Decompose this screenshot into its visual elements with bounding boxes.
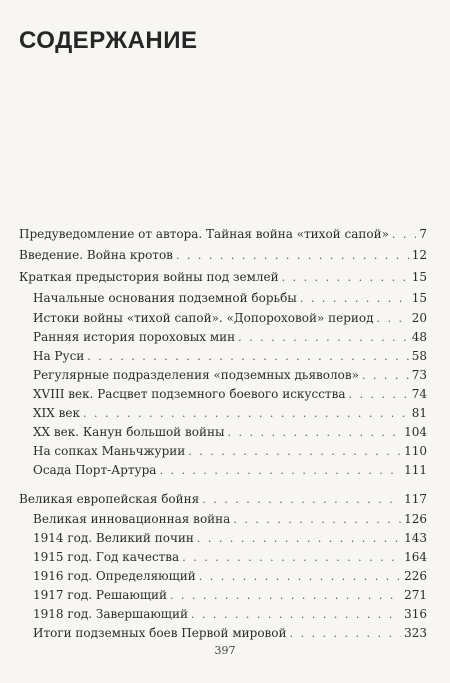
toc-entry-label: Осада Порт-Артура bbox=[33, 463, 157, 477]
toc-entry-page: 15 bbox=[411, 291, 427, 305]
toc-entry-page: 58 bbox=[411, 349, 427, 363]
toc-entry-label: XIX век bbox=[33, 406, 80, 420]
toc-entry-label: 1918 год. Завершающий bbox=[33, 607, 188, 621]
toc-entry-page: 15 bbox=[411, 270, 427, 284]
dot-leader bbox=[182, 551, 401, 565]
dot-leader bbox=[87, 350, 408, 364]
toc-entry-label: Начальные основания подземной борьбы bbox=[33, 291, 297, 305]
toc-entry-label: Истоки войны «тихой сапой». «Допороховой» период bbox=[33, 311, 374, 325]
toc-entry-label: Ранняя история пороховых мин bbox=[33, 330, 236, 344]
dot-leader bbox=[238, 331, 409, 345]
toc-entry-port-arthur[interactable] bbox=[33, 463, 427, 478]
dot-leader bbox=[199, 570, 401, 584]
toc-entry-label: Великая европейская бойня bbox=[19, 492, 200, 506]
toc-entry-rus[interactable] bbox=[33, 349, 427, 364]
toc-entry-page: 110 bbox=[404, 444, 427, 458]
toc-entry-page: 12 bbox=[411, 248, 427, 262]
toc-entry-label: Итоги подземных боев Первой мировой bbox=[33, 626, 287, 640]
dot-leader bbox=[197, 532, 401, 546]
toc-entry-initial-foundations[interactable] bbox=[33, 291, 427, 306]
toc-entry-label: Краткая предыстория войны под землей bbox=[19, 270, 279, 284]
dot-leader bbox=[188, 445, 401, 459]
dot-leader bbox=[377, 312, 409, 326]
toc-entry-innovation-war[interactable] bbox=[33, 512, 427, 527]
toc-entry-1914[interactable] bbox=[33, 531, 427, 546]
toc-entry-label: Великая инновационная война bbox=[33, 512, 231, 526]
toc-entry-foreword[interactable] bbox=[19, 227, 427, 242]
dot-leader bbox=[233, 513, 401, 527]
toc-entry-page: 104 bbox=[404, 425, 427, 439]
toc-entry-introduction[interactable] bbox=[19, 248, 427, 263]
toc-entry-label: 1914 год. Великий почин bbox=[33, 531, 194, 545]
toc-entry-page: 316 bbox=[404, 607, 427, 621]
dot-leader bbox=[170, 589, 401, 603]
dot-leader bbox=[228, 426, 402, 440]
toc-entry-label: На сопках Маньчжурии bbox=[33, 444, 186, 458]
dot-leader bbox=[159, 464, 401, 478]
toc-entry-label: Регулярные подразделения «подземных дьяволов» bbox=[33, 368, 359, 382]
toc-entry-1916[interactable] bbox=[33, 569, 427, 584]
dot-leader bbox=[300, 292, 409, 306]
toc-entry-label: 1915 год. Год качества bbox=[33, 550, 180, 564]
toc-entry-19th-century[interactable] bbox=[33, 406, 427, 421]
toc-entry-1917[interactable] bbox=[33, 588, 427, 603]
toc-entry-page: 143 bbox=[404, 531, 427, 545]
toc-entry-1918[interactable] bbox=[33, 607, 427, 622]
toc-entry-1915[interactable] bbox=[33, 550, 427, 565]
toc-entry-page: 117 bbox=[404, 492, 427, 506]
toc-entry-page: 164 bbox=[404, 550, 427, 564]
toc-entry-label: XX век. Канун большой войны bbox=[33, 425, 225, 439]
toc-entry-page: 111 bbox=[404, 463, 427, 477]
toc-entry-manchuria[interactable] bbox=[33, 444, 427, 459]
dot-leader bbox=[290, 627, 402, 641]
toc-entry-20th-century[interactable] bbox=[33, 425, 427, 440]
dot-leader bbox=[191, 608, 401, 622]
toc-entry-page: 48 bbox=[411, 330, 427, 344]
toc-entry-page: 7 bbox=[419, 227, 427, 241]
dot-leader bbox=[83, 407, 409, 421]
toc-entry-page: 81 bbox=[411, 406, 427, 420]
toc-entry-prehistory[interactable] bbox=[19, 270, 427, 285]
toc-entry-label: Введение. Война кротов bbox=[19, 248, 173, 262]
toc-entry-label: На Руси bbox=[33, 349, 85, 363]
toc-entry-early-mines[interactable] bbox=[33, 330, 427, 345]
toc-entry-page: 20 bbox=[411, 311, 427, 325]
toc-entry-page: 271 bbox=[404, 588, 427, 602]
toc-entry-label: Предуведомление от автора. Тайная война «тихой сапой» bbox=[19, 227, 389, 241]
toc-entry-great-war[interactable] bbox=[19, 492, 427, 507]
toc-entry-page: 73 bbox=[411, 368, 427, 382]
dot-leader bbox=[348, 388, 408, 402]
toc-entry-page: 226 bbox=[404, 569, 427, 583]
dot-leader bbox=[282, 271, 409, 285]
page-number: 397 bbox=[214, 644, 236, 657]
dot-leader bbox=[392, 228, 416, 242]
toc-entry-18th-century[interactable] bbox=[33, 387, 427, 402]
toc-entry-label: 1917 год. Решающий bbox=[33, 588, 167, 602]
dot-leader bbox=[362, 369, 409, 383]
page-title: СОДЕРЖАНИЕ bbox=[19, 27, 198, 54]
toc-entry-origins[interactable] bbox=[33, 311, 427, 326]
dot-leader bbox=[176, 249, 409, 263]
toc-entry-regular-units[interactable] bbox=[33, 368, 427, 383]
toc-entry-results[interactable] bbox=[33, 626, 427, 641]
toc-entry-page: 323 bbox=[404, 626, 427, 640]
toc-entry-page: 126 bbox=[404, 512, 427, 526]
dot-leader bbox=[202, 493, 401, 507]
toc-entry-page: 74 bbox=[411, 387, 427, 401]
toc-entry-label: XVIII век. Расцвет подземного боевого искусства bbox=[33, 387, 346, 401]
toc-entry-label: 1916 год. Определяющий bbox=[33, 569, 196, 583]
